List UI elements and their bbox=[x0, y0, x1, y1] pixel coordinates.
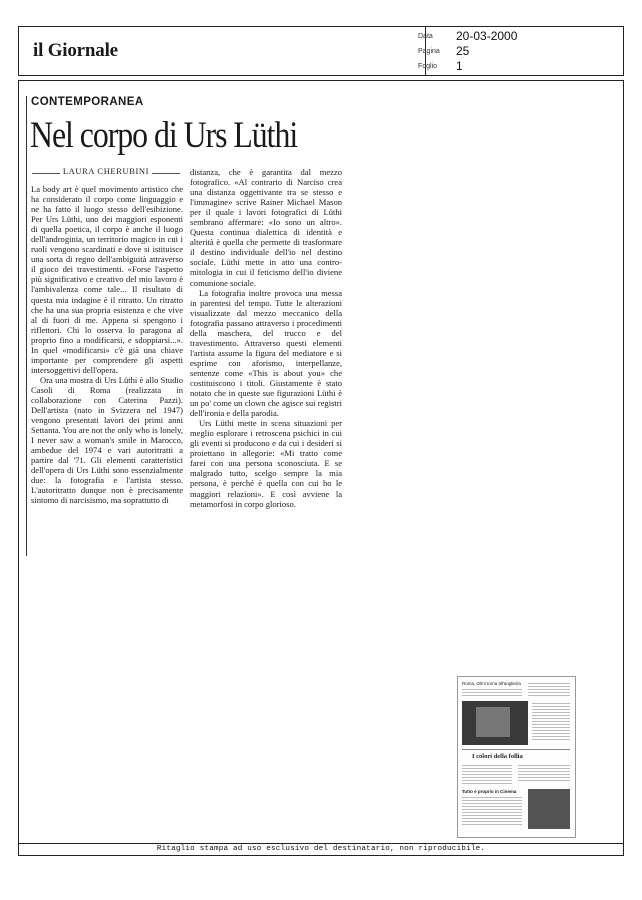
thumbnail-headline-mid: I colori della follia bbox=[472, 753, 523, 760]
meta-label-sheet: Foglio bbox=[418, 63, 438, 70]
article-headline: Nel corpo di Urs Lüthi bbox=[30, 115, 298, 156]
byline-rule-right bbox=[152, 173, 180, 174]
article-paragraph: distanza, che è garantita dal mezzo fotografico. «Al contrario di Narciso crea una distanza oggettivante tra se stesso e l'immagine» scrive Rainer Michael Mason per il quale i lavori fotografici di Lüthi sembrano affermare: «Io sono un altro». Questa continua dialettica di identità e alterità è quella che permette di trasformare il destino individuale dell'io nel destino sociale. Lüthi mette in atto una contro-mitologia in cui il feticismo dell'io diviene comunione sociale. bbox=[190, 167, 342, 288]
meta-value-date: 20-03-2000 bbox=[456, 29, 518, 43]
article-paragraph: Urs Lüthi mette in scena situazioni per meglio esplorare i retroscena psichici in cui gli eventi si producono e da cui i desideri si proiettano in allegorie: «Mi tratto come farei con una persona sconosciuta. E se malgrado tutto, scelgo sempre la mia persona, è perché è quella con cui ho le maggiori relazioni». E così avviene la metamorfosi in corpo glorioso. bbox=[190, 418, 342, 509]
article-column-1 bbox=[31, 184, 183, 506]
article-paragraph: La fotografia inoltre provoca una messa in parentesi del tempo. Tutte le alterazioni visualizzate dal mezzo meccanico della fotografia passano attraverso i procedimenti della maschera, del trucco e del travestimento. Attraverso questi elementi l'artista assume la figura del mediatore e si esprime con aforismo, interpellanze, sentenze come «This is about you» che costituiscono i titoli. Giustamente è stato notato che in queste sue figurazioni Lüthi è un po' come un clown che agisce sui registri dell'ironia e della parodia. bbox=[190, 287, 342, 419]
page-thumbnail bbox=[457, 676, 576, 838]
meta-value-sheet: 1 bbox=[456, 59, 463, 73]
meta-value-page: 25 bbox=[456, 44, 470, 58]
thumbnail-headline-top: Roma, Olmi torna all'anglieria bbox=[462, 681, 521, 686]
header-box bbox=[18, 26, 624, 76]
masthead-logo: il Giornale bbox=[33, 40, 118, 61]
article-paragraph: Ora una mostra di Urs Lüthi è allo Studio Casoli di Roma (realizzata in collaborazione con Caterina Pazzi). Dell'artista (nato in Svizzera nel 1947) vengono presentati lavori dei primi anni Settanta. You are not the only who is lonely, I never saw a woman's smile in Marocco, ambedue del 1974 e vari autoritratti a partire dal '71. Gli elementi caratteristici dell'opera di Urs Lüthi sono essenzialmente due: la fotografia e l'artista stesso. L'autoritratto dunque non è precisamente sintomo di narcisismo, ma soprattutto di bbox=[31, 374, 183, 506]
thumbnail-headline-low: Tutto e proprio in Cinema bbox=[462, 789, 517, 794]
article-paragraph: La body art è quel movimento artistico che ha considerato il corpo come linguaggio e ne ha fatto il luogo stesso dell'esibizione. Per Urs Lüthi, uno dei maggiori esponenti di quella poetica, il corpo è anche il luogo dell'androginia, un territorio magico in cui i ruoli vengono scardinati e dove si istituisce una sorta di regno dell'ambiguità attraverso il gioco dei travestimenti. «Forse l'aspetto più significativo e creativo del mio lavoro è l'ambivalenza come tale... Il risultato di questa mia indagine è il ritratto. Un ritratto che ha una sua propria esistenza e che vive al di fuori di me. Appena si spengono i riflettori. Chi lo osserva lo paragona al proprio fino a modificarsi, e sdoppiarsi...». In quel «modificarsi» c'è già una chiave importante per comprendere gli aspetti intersoggettivi dell'opera. bbox=[31, 184, 183, 375]
meta-label-page: Pagina bbox=[418, 48, 440, 55]
meta-label-date: Data bbox=[418, 33, 433, 40]
footer-bar bbox=[18, 843, 624, 856]
article-column-2 bbox=[190, 167, 342, 509]
article-byline: LAURA CHERUBINI bbox=[62, 166, 150, 176]
section-label: CONTEMPORANEA bbox=[31, 96, 144, 108]
section-rule bbox=[26, 96, 27, 556]
footer-notice: Ritaglio stampa ad uso esclusivo del destinatario, non riproducibile. bbox=[156, 845, 486, 853]
